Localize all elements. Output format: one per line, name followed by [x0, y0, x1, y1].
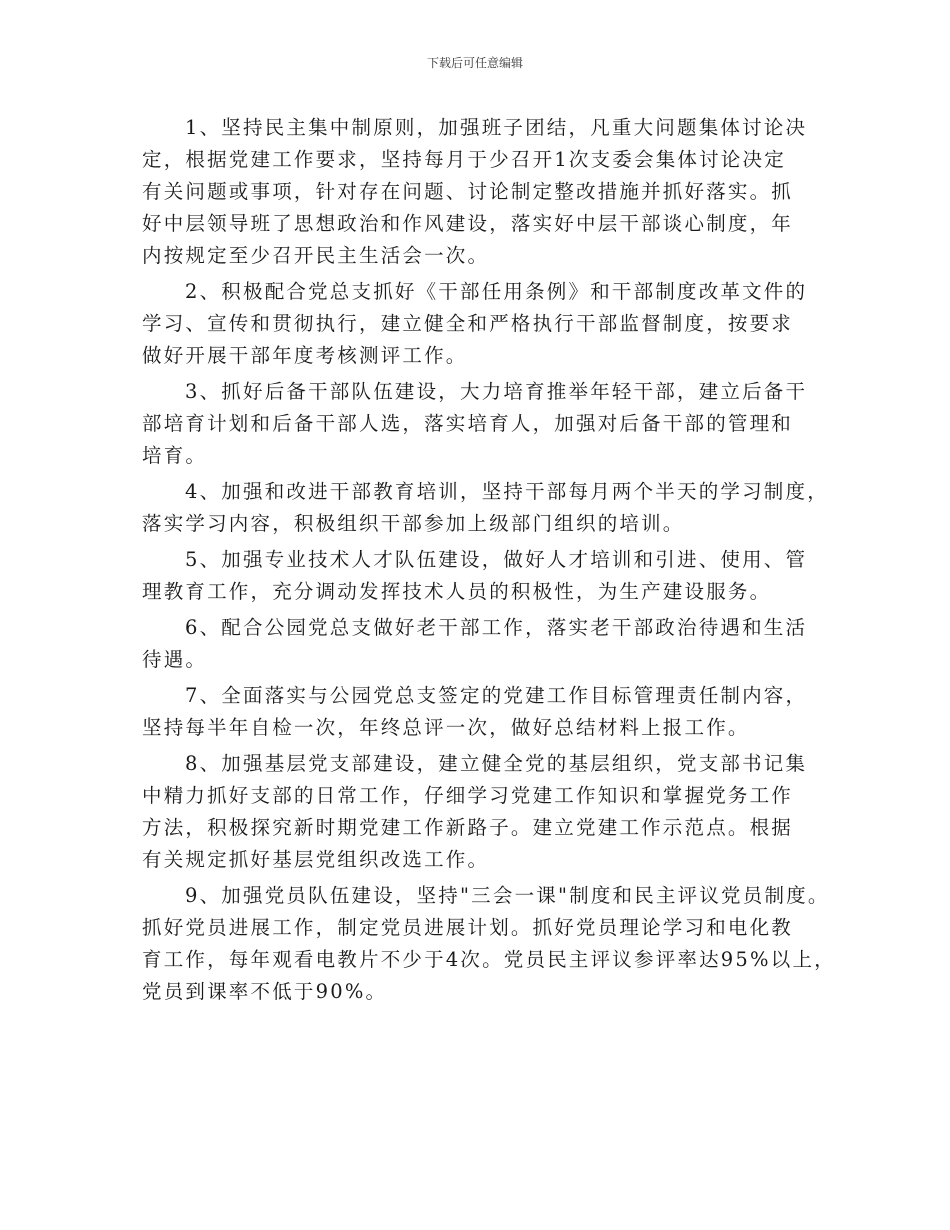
paragraph-line: 落实学习内容，积极组织干部参加上级部门组织的培训。 — [142, 512, 685, 535]
paragraph-line: 5、加强专业技术人才队伍建设，做好人才培训和引进、使用、管 — [185, 548, 808, 571]
paragraph-line: 培育。 — [142, 444, 208, 467]
paragraph-line: 1、坚持民主集中制原则，加强班子团结，凡重大问题集体讨论决 — [185, 116, 808, 139]
paragraph-line: 8、加强基层党支部建设，建立健全党的基层组织，党支部书记集 — [185, 752, 808, 775]
paragraph-line: 好中层领导班了思想政治和作风建设，落实好中层干部谈心制度，年 — [142, 212, 794, 235]
paragraph-line: 方法，积极探究新时期党建工作新路子。建立党建工作示范点。根据 — [142, 816, 794, 839]
paragraph-line: 4、加强和改进干部教育培训，坚持干部每月两个半天的学习制度， — [185, 480, 829, 503]
paragraph-6 — [142, 612, 812, 676]
paragraph-line: 9、加强党员队伍建设，坚持"三会一课"制度和民主评议党员制度。 — [185, 884, 830, 907]
paragraph-4 — [142, 476, 829, 540]
paragraph-line: 抓好党员进展工作，制定党员进展计划。抓好党员理论学习和电化教 — [142, 916, 794, 939]
paragraph-line: 2、积极配合党总支抓好《干部任用条例》和干部制度改革文件的 — [185, 280, 808, 303]
paragraph-line: 定，根据党建工作要求，坚持每月于少召开1次支委会集体讨论决定 — [142, 148, 786, 171]
paragraph-list — [142, 112, 836, 1008]
paragraph-line: 学习、宣传和贯彻执行，建立健全和严格执行干部监督制度，按要求 — [142, 312, 794, 335]
paragraph-line: 7、全面落实与公园党总支签定的党建工作目标管理责任制内容， — [185, 684, 808, 707]
document-body — [142, 112, 836, 1012]
paragraph-line: 中精力抓好支部的日常工作，仔细学习党建工作知识和掌握党务工作 — [142, 784, 794, 807]
paragraph-1 — [142, 112, 812, 272]
paragraph-line: 育工作，每年观看电教片不少于4次。党员民主评议参评率达95%以上， — [142, 948, 836, 971]
paragraph-8 — [142, 748, 812, 876]
paragraph-5 — [142, 544, 812, 608]
paragraph-line: 6、配合公园党总支做好老干部工作，落实老干部政治待遇和生活 — [185, 616, 808, 639]
paragraph-line: 内按规定至少召开民主生活会一次。 — [142, 244, 490, 267]
paragraph-line: 有关规定抓好基层党组织改选工作。 — [142, 848, 490, 871]
paragraph-line: 有关问题或事项，针对存在问题、讨论制定整改措施并抓好落实。抓 — [142, 180, 794, 203]
paragraph-line: 党员到课率不低于90%。 — [142, 980, 388, 1003]
paragraph-line: 坚持每半年自检一次，年终总评一次，做好总结材料上报工作。 — [142, 716, 750, 739]
paragraph-2 — [142, 276, 812, 372]
paragraph-line: 理教育工作，充分调动发挥技术人员的积极性，为生产建设服务。 — [142, 580, 772, 603]
paragraph-line: 3、抓好后备干部队伍建设，大力培育推举年轻干部，建立后备干 — [185, 380, 808, 403]
paragraph-line: 做好开展干部年度考核测评工作。 — [142, 344, 468, 367]
paragraph-line: 部培育计划和后备干部人选，落实培育人，加强对后备干部的管理和 — [142, 412, 794, 435]
paragraph-line: 待遇。 — [142, 648, 208, 671]
paragraph-9 — [142, 880, 836, 1008]
paragraph-7 — [142, 680, 812, 744]
page-header: 下载后可任意编辑 — [426, 56, 523, 70]
paragraph-3 — [142, 376, 812, 472]
